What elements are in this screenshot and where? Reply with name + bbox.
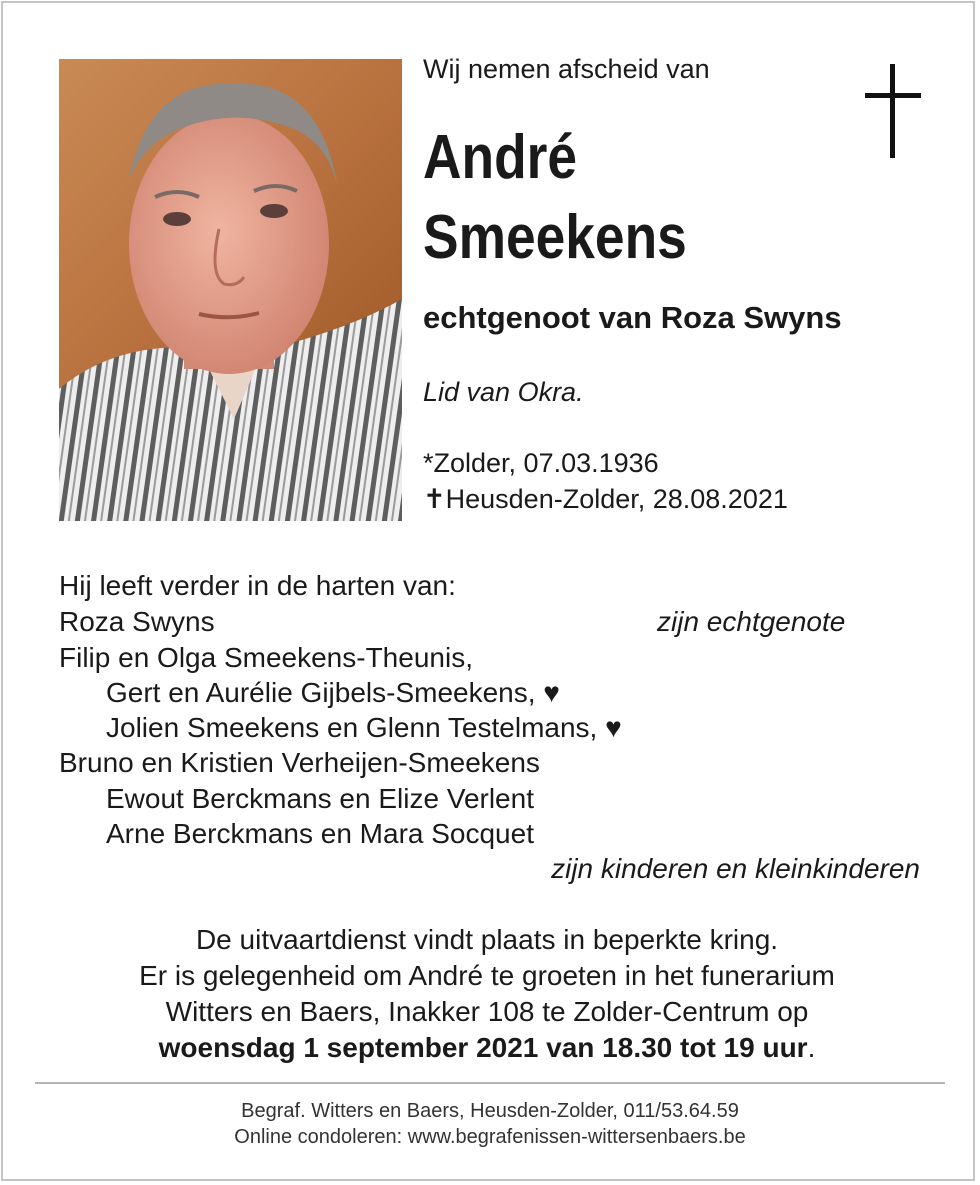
spouse-line: echtgenoot van Roza Swyns [423, 300, 842, 335]
family-line: Ewout Berckmans en Elize Verlent [106, 783, 534, 814]
service-line-1: De uitvaartdienst vindt plaats in beperkte kring. [195, 924, 779, 955]
membership-text: Lid van Okra. [423, 377, 584, 407]
cross-icon [865, 64, 921, 158]
last-name: Smeekens [423, 203, 687, 272]
portrait-photo [59, 59, 402, 521]
birth-info: *Zolder, 07.03.1936 [423, 448, 659, 478]
deceased-name [423, 118, 687, 278]
family-children-role: zijn kinderen en kleinkinderen [551, 853, 920, 884]
family-line: Jolien Smeekens en Glenn Testelmans, ♥ [106, 712, 622, 743]
family-line: Gert en Aurélie Gijbels-Smeekens, ♥ [106, 677, 560, 708]
service-date-time: woensdag 1 september 2021 van 18.30 tot 19 uur [158, 1032, 808, 1063]
death-symbol: ✝ [423, 484, 446, 514]
death-place-date: Heusden-Zolder, 28.08.2021 [445, 484, 788, 514]
divider [35, 1082, 945, 1084]
family-line: Arne Berckmans en Mara Socquet [106, 818, 534, 849]
service-line-3: Witters en Baers, Inakker 108 te Zolder-Centrum op [165, 996, 809, 1027]
funeral-home-info: Begraf. Witters en Baers, Heusden-Zolder, 011/53.64.59 [241, 1100, 739, 1122]
family-line: Bruno en Kristien Verheijen-Smeekens [59, 747, 540, 778]
service-line-2: Er is gelegenheid om André te groeten in het funerarium [139, 960, 835, 991]
first-name: André [423, 123, 578, 192]
online-condolence-link: Online condoleren: www.begrafenissen-wittersenbaers.be [234, 1126, 746, 1148]
family-line: Filip en Olga Smeekens-Theunis, [59, 642, 473, 673]
family-spouse-name: Roza Swyns [59, 606, 215, 637]
intro-text: Wij nemen afscheid van [423, 54, 710, 84]
service-line-4: woensdag 1 september 2021 van 18.30 tot 19 uur. [158, 1032, 816, 1063]
family-spouse-role: zijn echtgenote [657, 606, 846, 637]
death-info [423, 484, 788, 515]
family-heading: Hij leeft verder in de harten van: [59, 570, 456, 601]
